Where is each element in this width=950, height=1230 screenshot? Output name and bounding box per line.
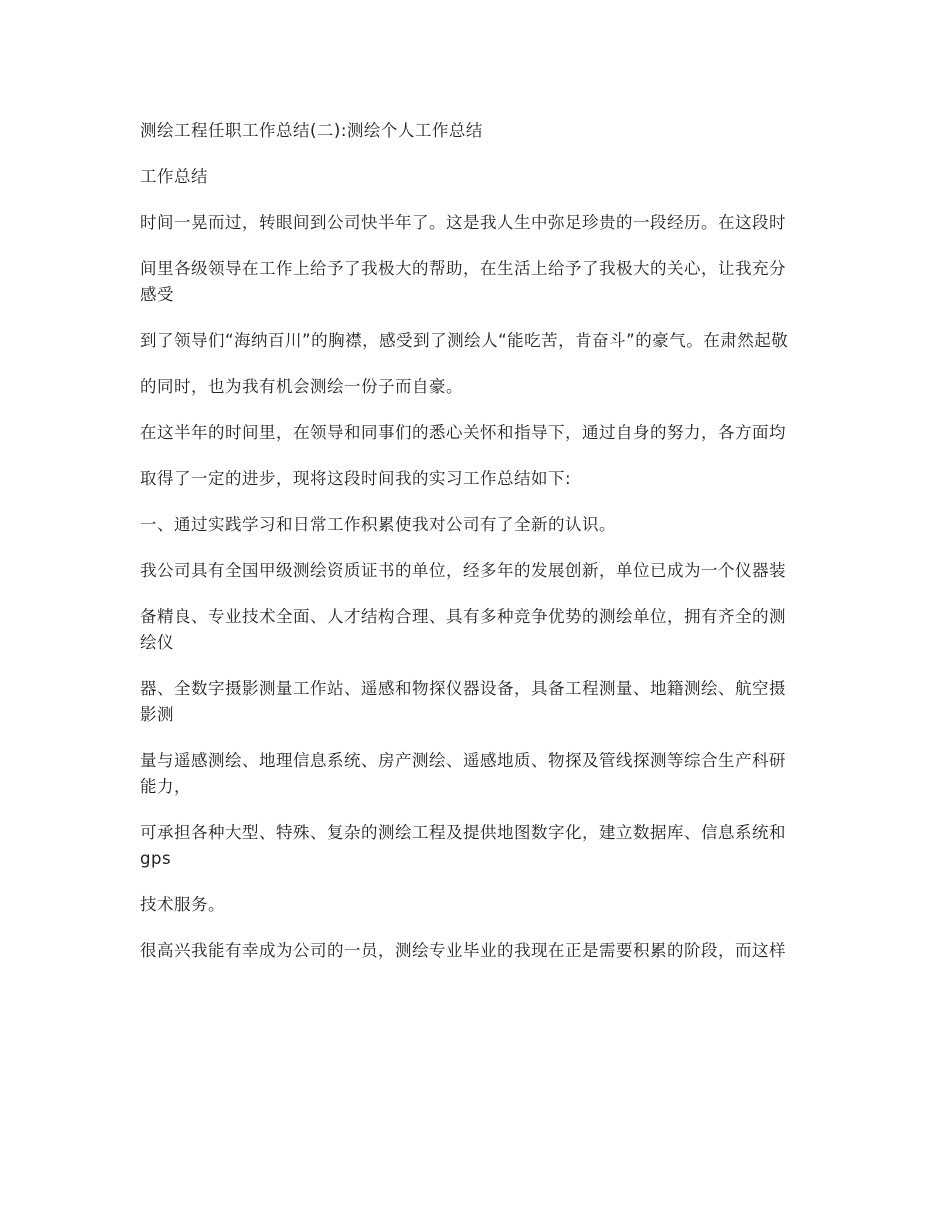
- paragraph: 很高兴我能有幸成为公司的一员，测绘专业毕业的我现在正是需要积累的阶段，而这样: [140, 941, 786, 960]
- paragraph: 量与遥感测绘、地理信息系统、房产测绘、遥感地质、物探及管线探测等综合生产科研能力，: [140, 751, 786, 796]
- paragraph: 取得了一定的进步，现将这段时间我的实习工作总结如下:: [140, 469, 572, 488]
- paragraph: 可承担各种大型、特殊、复杂的测绘工程及提供地图数字化，建立数据库、信息系统和 gps: [140, 823, 792, 868]
- section-heading: 工作总结: [140, 167, 208, 186]
- paragraph: 技术服务。: [140, 895, 225, 914]
- paragraph: 到了领导们“海纳百川”的胸襟，感受到了测绘人“能吃苦，肯奋斗”的豪气。在肃然起敬: [140, 331, 789, 350]
- paragraph: 时间一晃而过，转眼间到公司快半年了。这是我人生中弥足珍贵的一段经历。在这段时: [140, 213, 786, 232]
- paragraph: 我公司具有全国甲级测绘资质证书的单位，经多年的发展创新，单位已成为一个仪器装: [140, 561, 786, 580]
- paragraph: 在这半年的时间里，在领导和同事们的悉心关怀和指导下，通过自身的努力，各方面均: [140, 423, 786, 442]
- paragraph: 器、全数字摄影测量工作站、遥感和物探仪器设备，具备工程测量、地籍测绘、航空摄影测: [140, 679, 786, 724]
- paragraph: 的同时，也为我有机会测绘一份子而自豪。: [140, 377, 463, 396]
- paragraph: 间里各级领导在工作上给予了我极大的帮助，在生活上给予了我极大的关心，让我充分感受: [140, 259, 786, 304]
- document-title: 测绘工程任职工作总结(二):测绘个人工作总结: [140, 121, 483, 140]
- paragraph: 备精良、专业技术全面、人才结构合理、具有多种竞争优势的测绘单位，拥有齐全的测绘仪: [140, 607, 786, 652]
- document-body: [140, 118, 802, 984]
- section-heading: 一、通过实践学习和日常工作积累使我对公司有了全新的认识。: [140, 515, 616, 534]
